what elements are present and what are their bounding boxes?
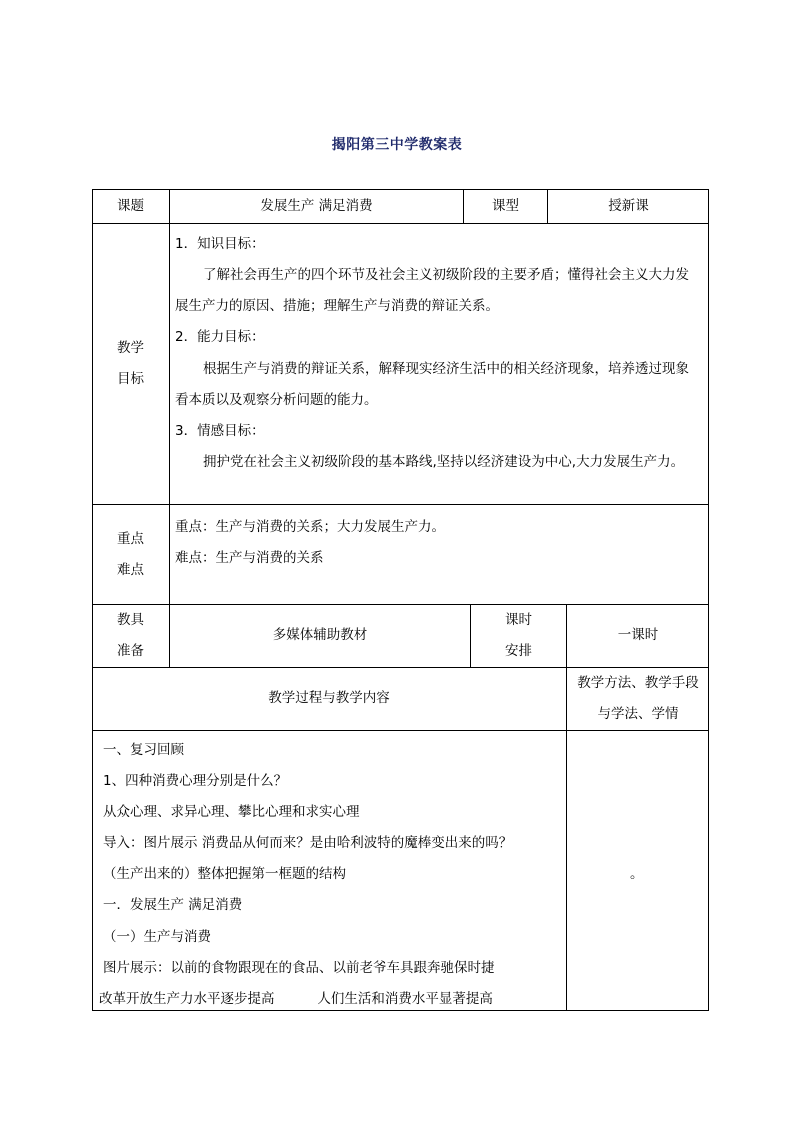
process-line: 导入：图片展示 消费品从何而来？是由哈利波特的魔棒变出来的吗？ [103, 835, 513, 851]
knowledge-goal-text: 了解社会再生产的四个环节及社会主义初级阶段的主要矛盾；懂得社会主义大力发 [203, 267, 689, 283]
process-line: （生产出来的）整体把握第一框题的结构 [103, 866, 346, 882]
type-value: 授新课 [608, 198, 649, 214]
emotion-goal-title: 3．情感目标： [175, 423, 265, 439]
ability-goal-title: 2．能力目标： [175, 329, 265, 345]
emotion-goal-text: 拥护党在社会主义初级阶段的基本路线,坚持以经济建设为中心,大力发展生产力。 [203, 454, 685, 470]
document-title: 揭阳第三中学教案表 [331, 137, 463, 153]
knowledge-goal-title: 1．知识目标： [175, 236, 265, 252]
tools-value: 多媒体辅助教材 [272, 627, 368, 643]
time-label-1: 课时 [505, 612, 532, 628]
ability-goal-text: 看本质以及观察分析问题的能力。 [175, 392, 378, 408]
process-line: 1、四种消费心理分别是什么？ [103, 773, 288, 789]
knowledge-goal-text: 展生产力的原因、措施；理解生产与消费的辩证关系。 [175, 298, 499, 314]
process-line: 一、复习回顾 [103, 742, 184, 758]
process-line: （一）生产与消费 [103, 929, 211, 945]
type-label: 课型 [492, 198, 519, 214]
topic-value: 发展生产 满足消费 [260, 198, 373, 214]
prep-label-2: 准备 [117, 643, 144, 659]
time-value: 一课时 [617, 627, 659, 643]
ability-goal-text: 根据生产与消费的辩证关系，解释现实经济生活中的相关经济现象，培养透过现象 [203, 361, 689, 377]
focus-label-2: 难点 [117, 562, 144, 578]
method-note: 。 [630, 866, 644, 882]
difficult-point: 难点：生产与消费的关系 [175, 550, 324, 566]
col-divider [169, 189, 170, 668]
key-point: 重点：生产与消费的关系；大力发展生产力。 [175, 519, 445, 535]
col-divider [566, 604, 567, 1011]
objectives-label-2: 目标 [117, 371, 144, 387]
method-header-2: 与学法、学情 [597, 706, 679, 722]
topic-label: 课题 [117, 198, 144, 214]
prep-label-1: 教具 [117, 612, 144, 628]
process-content-header: 教学过程与教学内容 [268, 690, 390, 706]
row-divider [92, 604, 709, 605]
method-header-1: 教学方法、教学手段 [577, 675, 699, 691]
focus-label-1: 重点 [117, 531, 144, 547]
process-line: 图片展示：以前的食物跟现在的食品、以前老爷车具跟奔驰保时捷 [103, 960, 495, 976]
objectives-label-1: 教学 [117, 340, 144, 356]
row-divider [92, 504, 709, 505]
row-divider [92, 730, 709, 731]
time-label-2: 安排 [505, 643, 532, 659]
row-divider [92, 223, 709, 224]
process-line: 从众心理、求异心理、攀比心理和求实心理 [103, 804, 360, 820]
process-line: 一．发展生产 满足消费 [103, 897, 243, 913]
process-line: 改革开放生产力水平逐步提高 人们生活和消费水平显著提高 [99, 991, 493, 1007]
